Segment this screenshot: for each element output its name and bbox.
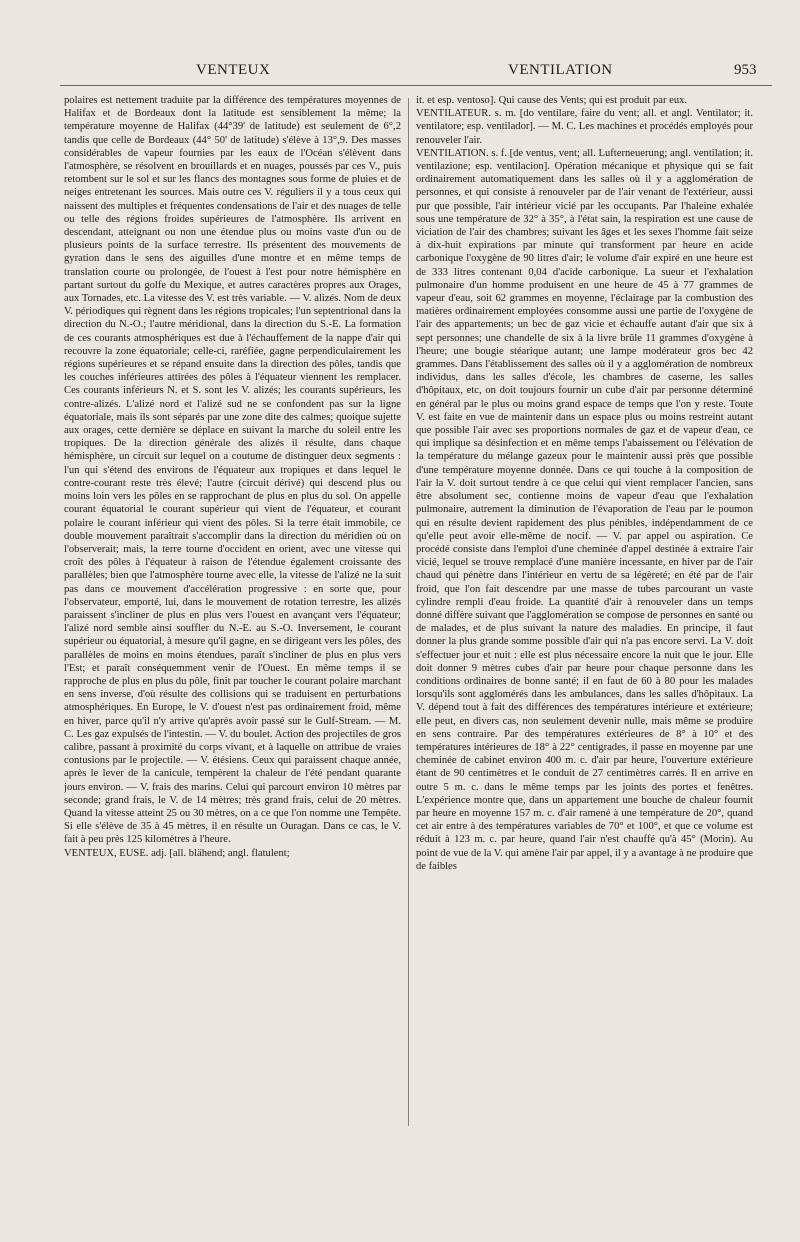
page-header — [0, 62, 800, 86]
page-number: 953 — [734, 62, 757, 78]
running-head-left: VENTEUX — [196, 62, 271, 78]
running-head-right: VENTILATION — [508, 62, 613, 78]
entry-ventilation: VENTILATION. s. f. [de ventus, vent; all. Lufterneuerung; angl. ventilation; it. ventilazione; esp. ventilacion]. Opération mécanique et physique qui se fait ordinairement automatiquement dans les salles où il y a agglomération de personnes, et qui consiste à renouveler par de l'air venant de l'extérieur, aussi pur que possible, l'air intérieur vicié par les occupants. Par l'haleine exhalée sous une température de 32° à 35°, à l'état sain, la respiration est une cause de viciation de l'air des chambres; suivant les âges et les sexes l'homme fait seize à dix-huit expirations par minute qui transforment par heure en acide carbonique l'oxygène de 90 litres d'air; le volume d'air expiré en une heure est de 333 litres contenant 0,04 d'acide carbonique. La sueur et l'exhalation pulmonaire d'un homme produisent en une heure de 45 à 77 grammes de vapeur d'eau, soit 62 grammes en moyenne, l'éclairage par la combustion des matières ordinairement employées consomme aussi une partie de l'oxygène de l'air des appartements; un bec de gaz vicie et échauffe autant d'air que six à sept personnes; une chandelle de six à la livre brûle 11 grammes d'oxygène à l'heure; une bougie stéarique autant; une lampe modérateur gros bec 42 grammes. Dans l'établissement des salles où il y a agglomération de nombreux individus, dans les salles d'école, les chambres de caserne, les salles d'hôpitaux, etc, on doit toujours fournir un cube d'air par personne déterminé en général par le plus ou moins grand espace de temps que l'on y reste. Toute V. est faite en vue de maintenir dans un espace plus ou moins restreint autant que possible l'air avec ses proportions normales de gaz et de vapeur d'eau, ce qui implique sa désinfection et en même temps l'abaissement ou l'élévation de la température du mélange gazeux pour le maintenir aussi près que possible d'une température moyenne donnée. Dans ce qui touche à la composition de l'air la V. doit surtout tendre à ce que celui qui vient remplacer l'ancien, sans être absolument sec, contienne moins de vapeur d'eau que l'exhalation pulmonaire, autrement la diminution de l'évaporation de l'eau par le poumon qui en résulte devient rapidement des plus pénibles, indépendamment de ce qu'elle peut avoir elle-même de nocif. — V. par appel ou aspiration. Ce procédé consiste dans l'emploi d'une cheminée d'appel destinée à extraire l'air vicié, lequel se trouve remplacé d'une manière incessante, en hiver par de l'air chaud qui pénètre dans l'intérieur en vertu de sa légèreté; en été par de l'air froid, que l'on fait descendre par une masse de tubes parcourant un vaste cylindre rempli d'eau froide. La quantité d'air à renouveler dans un temps donné diffère suivant que l'agglomération se compose de personnes en santé ou de malades, et de plus suivant la nature des maladies. En principe, il faut donner la plus grande somme possible d'air qui n'a pas encore servi. La V. doit s'effectuer jour et nuit : elle est plus nécessaire encore la nuit que le jour. Elle doit donner 9 mètres cubes d'air par heure pour chaque personne dans les conditions ordinaires de bonne santé; il en faut de 60 à 80 pour les malades lorsqu'ils sont agglomérés dans les ambulances, dans les salles d'hôpitaux. La V. dépend tout à fait des différences des températures intérieure et extérieure; elle peut, en divers cas, non seulement devenir nulle, mais même se produire en sens contraire. Par des températures extérieures de 8° à 10° et des températures intérieures de 18° à 22° centigrades, il passe en moyenne par une cheminée de cabinet environ 400 m. c. d'air par heure, l'ouverture extérieure étant de 90 centimètres et le conduit de 27 centimètres carrés. Il en arrive en outre 5 m. c. dans le même temps par les joints des portes et fenêtres. L'expérience montre que, dans un appartement une bouche de chaleur fournit par heure en moyenne 157 m. c. d'air ramené à une température de 20°, quand cet air entre à des températures variables de 70° et 100°, et que ce volume est réduit à 123 m. c. par heure, quand l'air n'est chauffé qu'à 45° (Morin). Au point de vue de la V. qui amène l'air par appel, il y a avantage à ne produire que de faibles — [416, 147, 753, 872]
column-divider — [408, 98, 409, 1126]
entry-venteux-continued: it. et esp. ventoso]. Qui cause des Vents; qui est produit par eux. — [416, 95, 688, 106]
left-column — [64, 94, 401, 1124]
entry-venteux: VENTEUX, EUSE. adj. [all. blähend; angl. flatulent; — [64, 847, 290, 859]
right-column — [416, 94, 753, 1124]
header-rule — [60, 85, 772, 86]
entry-ventilateur: VENTILATEUR. s. m. [do ventilare, faire du vent; all. et angl. Ventilator; it. ventilatore; esp. ventilador]. — M. C. Les machines et procédés employés pour renouveler l'air. — [416, 108, 753, 146]
left-paragraph-continuation: polaires est nettement traduite par la différence des températures moyennes de Halifax et de Bordeaux dont la latitude est sensiblement la même; la température moyenne de Halifax (44°39' de latitude) est seulement de 6°,2 tandis que celle de Bordeaux (44° 50' de latitude) s'élève à 13°,9. Des masses considérables de vapeur fournies par les eaux de l'Océan s'élèvent dans l'atmosphère, se résolvent en brouillards et en nuages, poussés par ces V., puis retombent sur le sol et sur les flancs des montagnes sous forme de pluies et de neiges entretenant les sources. Mais outre ces V. réguliers il y a tous ceux qui naissent des multiples et fréquentes condensations de l'air et des nuages de telle ou telle des régions froides supérieures de l'atmosphère. Ils arrivent en descendant, atteignant ou non une étendue plus ou moins vaste d'un ou de plusieurs points de la surface terrestre. Ils présentent des mouvements de gyration dans le sens des aiguilles d'une montre et en même temps de translation courte ou prolongée, de l'ouest à l'est pour notre hémisphère en partant surtout du golfe du Mexique, et autres caractères propres aux Orages, aux Tornades, etc. La vitesse des V. est très variable. — V. alizés. Nom de deux V. périodiques qui règnent dans les régions tropicales; l'un septentrional dans la direction du N.-O.; l'autre méridional, dans la direction du S.-E. La formation de ces courants atmosphériques est due à l'échauffement de la nappe d'air qui recouvre la zone équatoriale; celle-ci, raréfiée, gagne perpendiculairement les régions supérieures et se répand ensuite dans la direction des pôles, tandis que les couches inférieures attirées des pôles à l'équateur viennent les remplacer. Ces courants inférieurs N. et S. sont les V. alizés; les courants supérieurs, les contre-alizés. L'alizé nord et l'alizé sud ne se confondent pas sur la ligne équatoriale, mais ils sont séparés par une zone dite des calmes; quoique sujette aux orages, cette dernière se déplace en suivant la marche du soleil entre les tropiques. De la direction générale des alizés il résulte, dans chaque hémisphère, un circuit sur lequel on a coutume de distinguer deux segments : l'un qui s'étend des environs de l'équateur aux tropiques et dans lequel le contre-courant reste très élevé; l'autre (circuit dérivé) qui descend plus ou moins loin vers les pôles en se rapprochant de plus en plus du sol. On appelle courant équatorial le courant supérieur qui vient de l'équateur, et courant polaire le courant inférieur qui vient des pôles. Si la terre était immobile, ce double mouvement paraîtrait s'accomplir dans la direction du méridien où on l'observerait; mais, la terre tourne d'occident en orient, avec une vitesse qui croît des pôles à l'équateur à raison de l'étendue également croissante des parallèles; bien que l'atmosphère tourne avec elle, la vitesse de l'alizé ne la suit pas dans ce mouvement d'accélération progressive : en sorte que, pour l'observateur, emporté, lui, dans le mouvement de rotation terrestre, les alizés paraissent s'incliner de plus en plus vers l'ouest en avançant vers l'équateur; l'alizé nord semble ainsi souffler du N.-E. au S.-O. Inversement, le courant supérieur ou équatorial, à mesure qu'il gagne, en se dirigeant vers les pôles, des parallèles de moins en moins étendues, paraît s'incliner de plus en plus vers l'Est; et paraît conséquemment venir de l'Ouest. En même temps il se rapproche de plus en plus du pôle, finit par toucher le courant polaire marchant en sens inverse, d'où résulte des collisions qui se traduisent en perturbations atmosphériques. En Europe, le V. d'ouest n'est pas ordinairement froid, même en hiver, parce qu'il n'y arrive qu'après avoir passé sur le Gulf-Stream. — M. C. Les gaz expulsés de l'intestin. — V. du boulet. Action des projectiles de gros calibre, passant à proximité du corps vivant, et à laquelle on attribue de vraies contusions par le projectile. — V. étésiens. Ceux qui paraissent chaque année, après le lever de la canicule, tempèrent la chaleur de l'été pendant quarante jours environ. — V. frais des marins. Celui qui parcourt environ 10 mètres par seconde; grand frais, le V. de 14 mètres; très grand frais, celui de 20 mètres. Quand la vitesse atteint 25 ou 30 mètres, on a ce que l'on nomme une Tempête. Si elle s'élève de 35 à 45 mètres, il en résulte un Ouragan. Dans ce cas, le V. fait à peu près 125 kilomètres à l'heure. — [64, 95, 401, 846]
